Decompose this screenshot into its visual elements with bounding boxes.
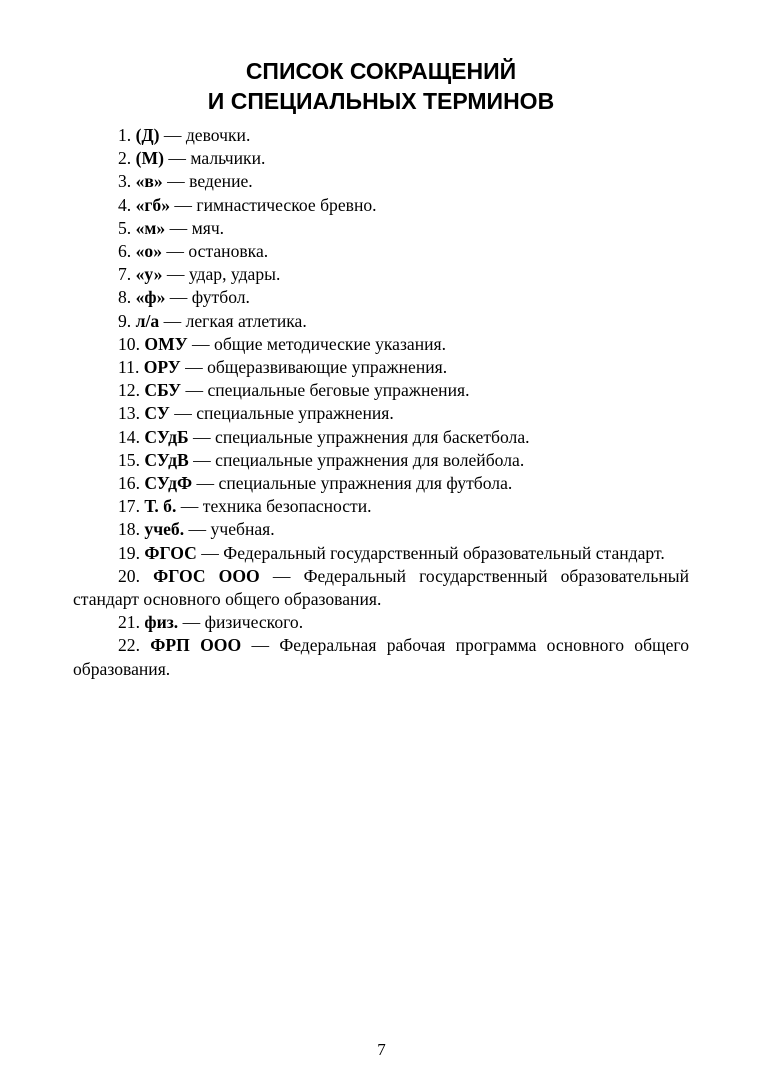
item-number: 20. [118,565,140,586]
item-definition: специальные упражнения для волейбола. [215,449,525,470]
item-number: 12. [118,380,140,401]
list-item [73,356,689,379]
document-page [73,56,689,681]
item-number: 22. [118,635,140,656]
item-separator: — [169,217,188,238]
item-definition: девочки. [185,125,251,145]
list-item [73,147,689,170]
item-number: 9. [118,310,132,331]
item-separator: — [182,612,201,633]
list-item [73,124,689,147]
item-definition: физического. [204,612,304,633]
item-abbreviation: СУ [144,403,170,424]
item-separator: — [272,565,291,586]
page-title [73,56,689,116]
item-number: 14. [118,426,140,447]
item-definition: гимнастическое бревно. [196,194,377,215]
item-separator: — [168,148,186,169]
item-separator: — [192,333,210,354]
abbreviation-list [73,124,689,681]
item-definition: Федеральная рабочая программа основного общего образования. [73,635,689,679]
item-number: 1. [118,125,132,145]
item-separator: — [193,449,211,470]
item-abbreviation: ОРУ [143,357,181,378]
item-definition: общеразвивающие упражнения. [207,357,448,378]
item-separator: — [167,171,185,192]
item-abbreviation: «ф» [135,287,166,308]
item-definition: ведение. [189,171,253,192]
item-definition: учебная. [210,519,275,540]
item-abbreviation: СБУ [144,380,182,401]
item-separator: — [193,426,211,447]
item-abbreviation: ФГОС [144,542,197,563]
item-number: 6. [118,241,132,262]
item-separator: — [163,310,182,331]
item-abbreviation: «гб» [135,194,170,215]
item-separator: — [163,125,182,145]
item-number: 2. [118,148,132,169]
item-abbreviation: ФГОС ООО [153,565,260,586]
list-item [73,194,689,217]
item-number: 3. [118,171,132,192]
item-abbreviation: ОМУ [144,333,188,354]
item-number: 13. [118,403,140,424]
item-separator: — [166,241,184,262]
list-item [73,472,689,495]
list-item [73,263,689,286]
item-separator: — [166,264,185,285]
list-item [73,542,689,565]
item-separator: — [174,194,192,215]
item-number: 21. [118,612,140,633]
item-definition: специальные упражнения. [196,403,394,424]
title-line-1: СПИСОК СОКРАЩЕНИЙ [245,58,517,84]
item-abbreviation: СУдФ [144,473,193,494]
item-definition: остановка. [188,241,269,262]
list-item [73,495,689,518]
item-definition: Федеральный государственный образовательный стандарт. [223,542,665,563]
item-separator: — [174,403,192,424]
item-separator: — [201,542,219,563]
title-line-2: И СПЕЦИАЛЬНЫХ ТЕРМИНОВ [207,88,555,114]
item-abbreviation: (М) [135,148,164,169]
list-item [73,333,689,356]
item-number: 11. [118,357,140,378]
item-definition: удар, удары. [188,264,281,285]
item-definition: мяч. [191,217,225,238]
item-abbreviation: физ. [144,612,179,633]
item-abbreviation: СУдБ [144,426,189,447]
list-item [73,402,689,425]
item-abbreviation: ФРП ООО [150,635,242,656]
item-definition: техника безопасности. [202,496,372,517]
item-number: 10. [118,333,140,354]
item-abbreviation: учеб. [144,519,185,540]
list-item [73,426,689,449]
list-item [73,286,689,309]
list-item [73,634,689,680]
item-definition: специальные упражнения для баскетбола. [215,426,530,447]
item-number: 8. [118,287,132,308]
item-definition: специальные упражнения для футбола. [218,473,513,494]
item-definition: Федеральный государственный образовательный стандарт основного общего образования. [73,565,690,610]
item-abbreviation: СУдВ [144,449,189,470]
item-number: 16. [118,473,140,494]
item-number: 19. [118,542,140,563]
list-item [73,379,689,402]
item-definition: специальные беговые упражнения. [207,380,470,401]
item-abbreviation: «в» [135,171,163,192]
item-abbreviation: л/а [135,310,160,331]
item-abbreviation: «у» [135,264,163,285]
item-number: 5. [118,217,132,238]
item-number: 15. [118,449,140,470]
item-separator: — [251,635,270,656]
item-definition: легкая атлетика. [185,310,307,331]
list-item [73,611,689,634]
item-definition: общие методические указания. [214,333,447,354]
item-separator: — [196,473,215,494]
item-definition: футбол. [191,287,250,308]
item-definition: мальчики. [190,148,266,169]
item-number: 4. [118,194,132,215]
list-item [73,449,689,472]
list-item [73,240,689,263]
item-number: 17. [118,496,140,517]
item-separator: — [180,496,199,517]
item-abbreviation: (Д) [135,125,160,145]
item-abbreviation: «м» [135,217,166,238]
item-separator: — [185,357,203,378]
item-separator: — [185,380,204,401]
list-item [73,565,689,611]
page-number: 7 [377,1040,386,1059]
list-item [73,310,689,333]
item-separator: — [169,287,188,308]
list-item [73,518,689,541]
item-abbreviation: Т. б. [144,496,177,517]
item-number: 7. [118,264,132,285]
list-item [73,170,689,193]
item-separator: — [188,519,207,540]
item-abbreviation: «о» [135,241,162,262]
item-number: 18. [118,519,140,540]
list-item [73,217,689,240]
